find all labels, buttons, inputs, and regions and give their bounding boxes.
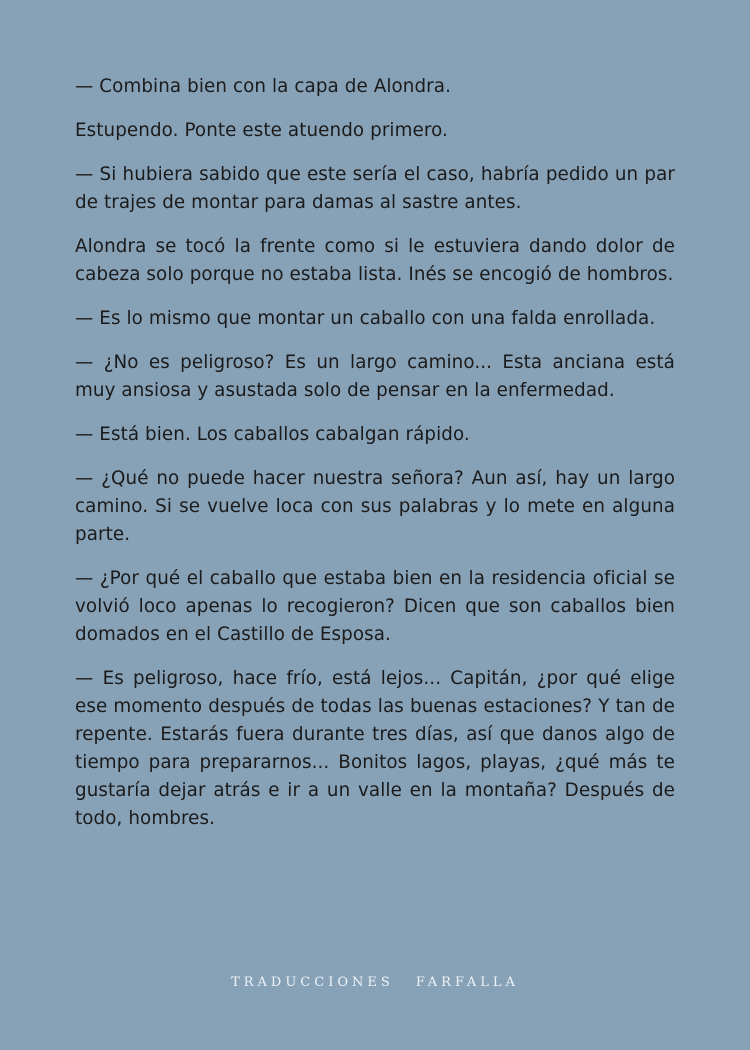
page-body xyxy=(75,73,675,849)
paragraph: — Si hubiera sabido que este sería el caso, habría pedido un par de trajes de montar para damas al sastre antes. xyxy=(75,164,675,213)
paragraph: — Es lo mismo que montar un caballo con una falda enrollada. xyxy=(75,308,656,329)
footer-credit: TRADUCCIONES FARFALLA xyxy=(231,975,519,990)
paragraph: — Combina bien con la capa de Alondra. xyxy=(75,76,452,97)
paragraph: — Está bien. Los caballos cabalgan rápido. xyxy=(75,424,470,445)
paragraph: — Es peligroso, hace frío, está lejos... Capitán, ¿por qué elige ese momento después de todas las buenas estaciones? Y tan de repente. Estarás fuera durante tres días, así que danos algo de tiempo para prepararnos... Bonitos lagos, playas, ¿qué más te gustaría dejar atrás e ir a un valle en la montaña? Después de todo, hombres. xyxy=(75,668,675,829)
paragraph: — ¿Qué no puede hacer nuestra señora? Aun así, hay un largo camino. Si se vuelve loca con sus palabras y lo mete en alguna parte. xyxy=(75,468,675,545)
paragraph: — ¿No es peligroso? Es un largo camino... Esta anciana está muy ansiosa y asustada solo de pensar en la enfermedad. xyxy=(75,352,675,401)
paragraph: Estupendo. Ponte este atuendo primero. xyxy=(75,120,448,141)
paragraph: Alondra se tocó la frente como si le estuviera dando dolor de cabeza solo porque no estaba lista. Inés se encogió de hombros. xyxy=(75,236,675,285)
paragraph: — ¿Por qué el caballo que estaba bien en la residencia oficial se volvió loco apenas lo recogieron? Dicen que son caballos bien domados en el Castillo de Esposa. xyxy=(75,568,675,645)
